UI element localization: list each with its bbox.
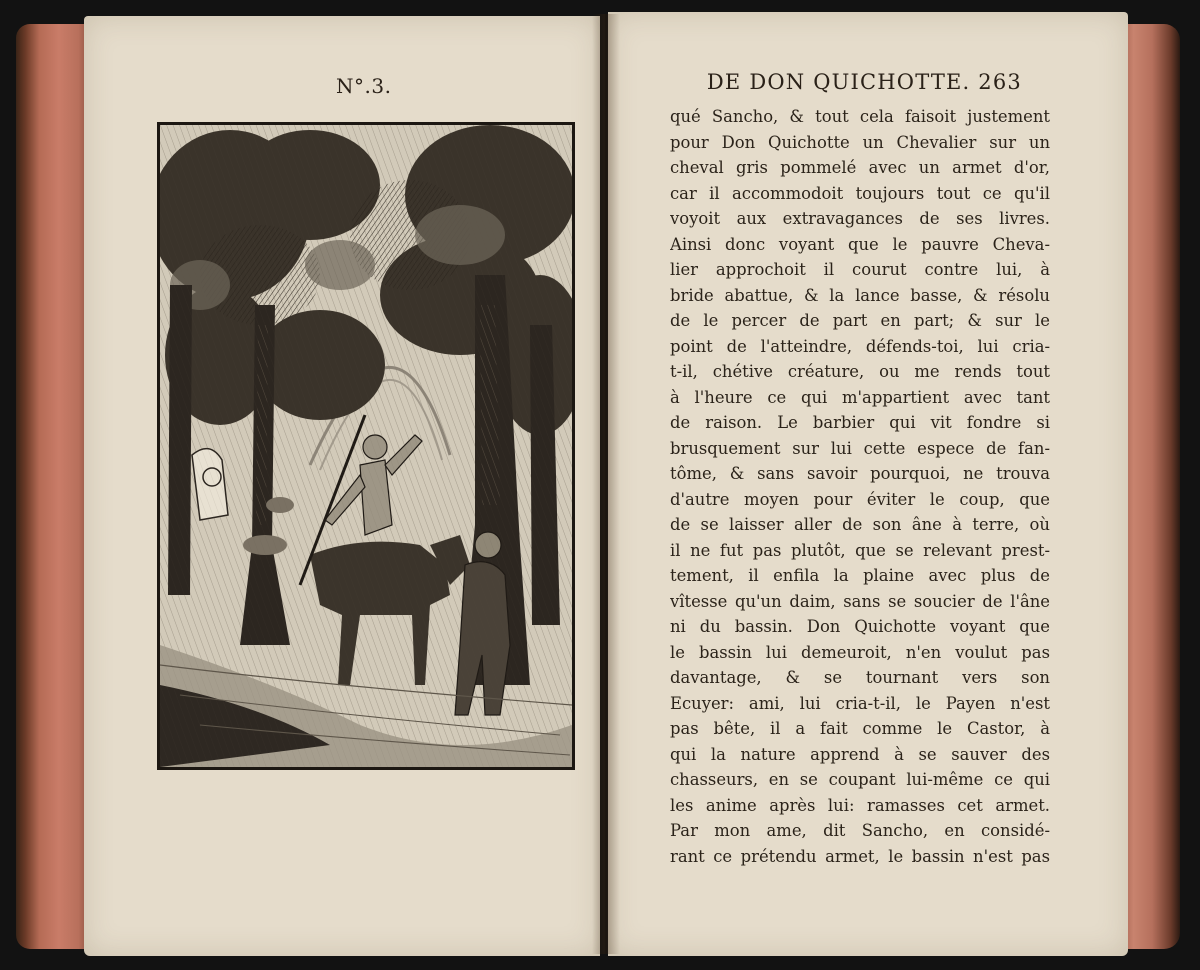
text-line: lier approchoit il courut contre lui, à: [670, 260, 1050, 279]
text-line: chasseurs, en se coupant lui-même ce qui: [670, 770, 1050, 789]
text-line: à l'heure ce qui m'appartient avec tant: [670, 387, 1050, 407]
text-line: de se laisser aller de son âne à terre, où: [670, 515, 1050, 534]
text-line: pas bête, il a fait comme le Castor, à: [670, 719, 1050, 738]
text-line: Par mon ame, dit Sancho, en considé-: [670, 821, 1050, 840]
engraved-illustration: [157, 122, 575, 770]
text-line: Ecuyer: ami, lui cria-t-il, le Payen n'est: [670, 693, 1050, 713]
text-line: le bassin lui demeuroit, n'en voulut pas: [670, 642, 1050, 662]
text-line: de le percer de part en part; & sur le: [670, 311, 1050, 330]
text-line: qui la nature apprend à se sauver des: [670, 744, 1050, 764]
text-line: pour Don Quichotte un Chevalier sur un: [670, 132, 1050, 152]
engraving-forest-scene: [160, 125, 572, 767]
running-head: DE DON QUICHOTTE. 263: [706, 70, 1022, 94]
text-line: t-il, chétive créature, ou me rends tout: [670, 362, 1050, 381]
text-line: davantage, & se tournant vers son: [670, 668, 1050, 687]
text-line: rant ce prétendu armet, le bassin n'est pas: [670, 846, 1050, 866]
left-page-edges: [16, 24, 94, 949]
body-text: [670, 104, 1050, 869]
text-line: de raison. Le barbier qui vit fondre si: [670, 413, 1050, 432]
text-line: d'autre moyen pour éviter le coup, que: [670, 489, 1050, 509]
text-line: brusquement sur lui cette espece de fan-: [670, 438, 1050, 458]
text-line: Ainsi donc voyant que le pauvre Cheva-: [670, 234, 1050, 254]
text-line: tement, il enfila la plaine avec plus de: [670, 566, 1050, 585]
text-line: ni du bassin. Don Quichotte voyant que: [670, 617, 1050, 636]
plate-number: N°.3.: [336, 74, 392, 98]
text-line: car il accommodoit toujours tout ce qu'il: [670, 183, 1050, 203]
book-gutter: [592, 14, 620, 954]
text-line: bride abattue, & la lance basse, & résolu: [670, 285, 1050, 305]
text-line: qué Sancho, & tout cela faisoit justement: [670, 107, 1050, 126]
text-line: cheval gris pommelé avec un armet d'or,: [670, 158, 1050, 177]
text-line: vîtesse qu'un daim, sans se soucier de l'âne: [670, 591, 1050, 611]
text-line: point de l'atteindre, défends-toi, lui cria-: [670, 336, 1050, 356]
text-line: il ne fut pas plutôt, que se relevant prest-: [670, 540, 1050, 560]
text-line: les anime après lui: ramasses cet armet.: [670, 795, 1050, 815]
text-line: voyoit aux extravagances de ses livres.: [670, 209, 1050, 228]
text-line: tôme, & sans savoir pourquoi, ne trouva: [670, 464, 1050, 483]
